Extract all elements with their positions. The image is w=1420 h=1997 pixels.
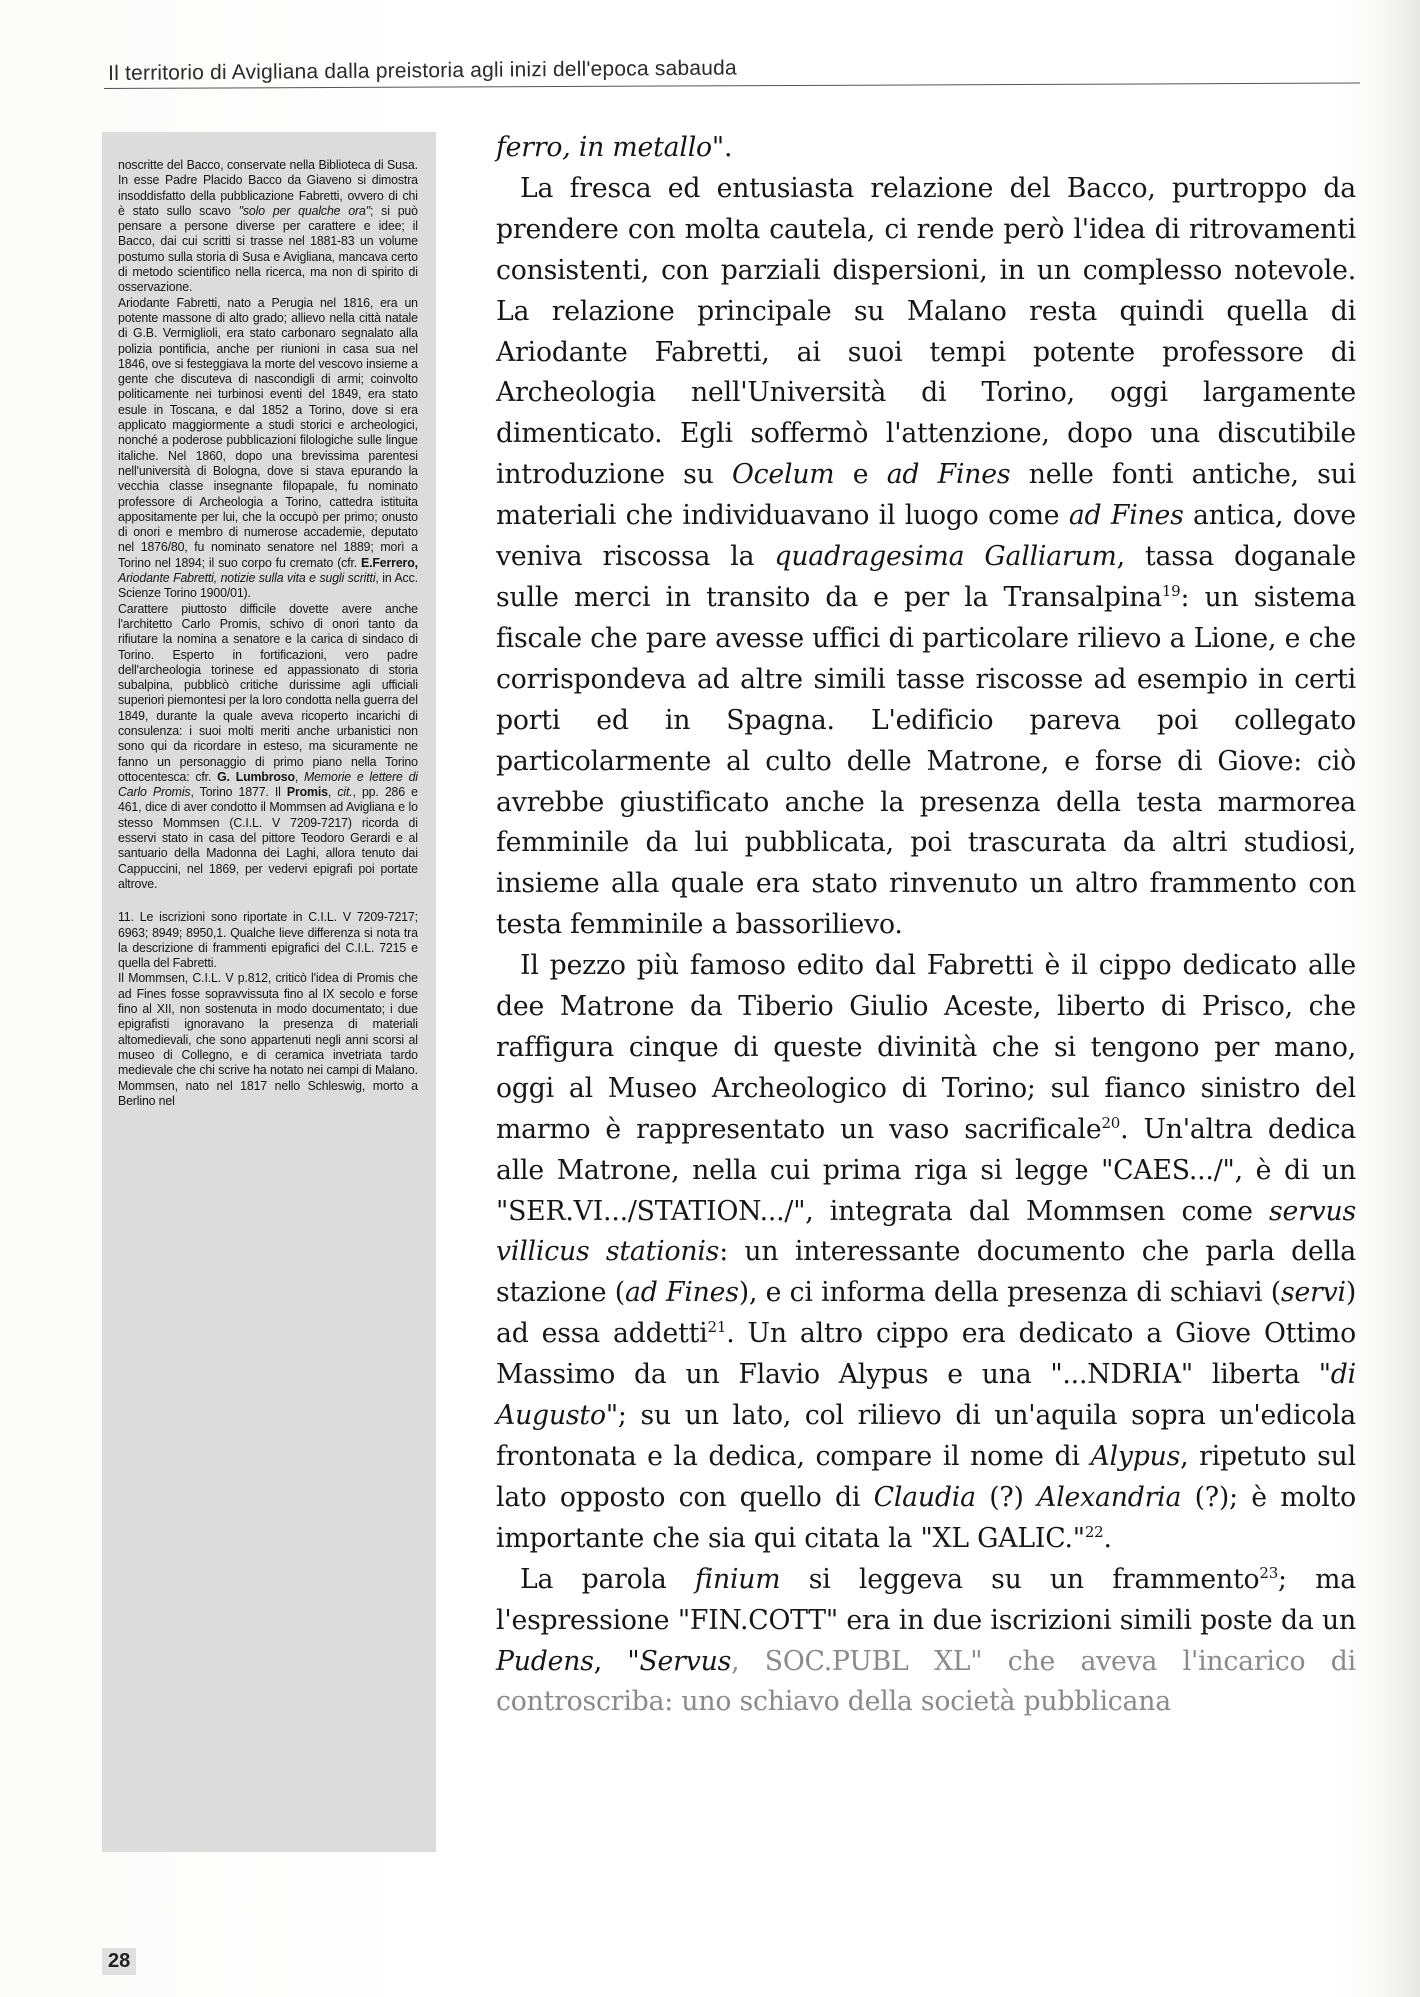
footnote-ref-22: 22	[1084, 1522, 1104, 1541]
body-text: antica, dove veniva riscossa la	[496, 500, 1356, 573]
body-text: , "	[593, 1645, 640, 1677]
body-text: (?)	[975, 1481, 1038, 1513]
body-italic: ad Fines	[886, 459, 1011, 491]
body-text: Il pezzo più famoso edito dal Fabretti è il cippo dedicato alle dee Matrone da Tiberio Giulio Aceste, liberto di Prisco, che raffigura cinque di queste divinità che si tengono per mano, oggi al Museo Archeologico di Torino; sul fianco sinistro del marmo è rappresentato un vaso sacrificale	[496, 950, 1356, 1145]
sidebar-text: , Torino 1877. Il	[190, 785, 287, 800]
body-italic: ad Fines	[625, 1277, 739, 1309]
footnote-ref-20: 20	[1101, 1113, 1121, 1132]
sidebar-bold: Promis	[286, 785, 328, 800]
body-italic: quadragesima Galliarum	[774, 541, 1117, 573]
footnote-11: 11. Le iscrizioni sono riportate in C.I.L. V 7209-7217; 6963; 8949; 8950,1. Qualche lieve differenza si nota tra la descrizione di frammenti epigrafici del C.I.L. 7215 e quella del Fabretti.	[118, 910, 418, 971]
body-italic: Alexandria	[1037, 1481, 1182, 1513]
body-italic: Servus	[639, 1645, 732, 1677]
sidebar-text: Ariodante Fabretti, nato a Perugia nel 1816, era un potente massone di alto grado; allievo nella città natale di G.B. Vermiglioli, era stato carbonaro segnalato alla polizia pontificia, anche per riunioni in casa sua nel 1846, ove si festeggiava la morte del vescovo insieme a gente che discuteva di nascondigli di armi; coinvolto politicamente nei turbinosi eventi del 1849, era stato esule in Toscana, e dal 1852 a Torino, dove si era applicato maggiormente a studi storici e archeologici, nonché a poderose pubblicazioni filologiche sulle lingue italiche. Nel 1860, dopo una brevissima parentesi nell'università di Bologna, dove si stava epurando la vecchia classe insegnante filopapale, fu nominato professore di Archeologia a Torino, cattedra istituita appositamente per lui, che la occupò per primo; onusto di onori e membro di numerose accademie, deputato nel 1876/80, fu nominato senatore nel 1889; morì a Torino nel 1894; il suo corpo fu cremato (cfr.	[118, 295, 418, 570]
sidebar-paragraph	[118, 296, 418, 602]
sidebar-text: noscritte del Bacco, conservate nella Biblioteca di Susa. In esse Padre Placido Bacco da Giaveno si dimostra insoddisfatto della pubblicazione Fabretti, ovvero di chi è stato sullo scavo	[118, 158, 418, 218]
body-text: (?); è molto importante che sia qui citata la "XL GALIC."	[496, 1481, 1356, 1554]
body-text: ), e ci informa della presenza di schiavi (	[738, 1277, 1281, 1309]
body-text: : un sistema fiscale che pare avesse uffici di particolare rilievo a Lione, e che corrispondeva ad altre simili tasse riscosse ad esempio in certi porti ed in Spagna. L'edificio pareva poi collegato particolarmente al culto delle Matrone, e forse di Giove: ciò avrebbe giustificato anche la presenza della testa marmorea femminile da lui pubblicata, poi trascurata da altri studiosi, insieme alla quale era stato rinvenuto un altro frammento con testa femminile a bassorilievo.	[496, 581, 1356, 941]
sidebar-italic: cit.	[337, 785, 353, 800]
body-paragraph	[496, 946, 1356, 1560]
sidebar-paragraph	[118, 158, 418, 296]
body-text: La fresca ed entusiasta relazione del Bacco, purtroppo da prendere con molta cautela, ci rende però l'idea di ritrovamenti consistenti, con parziali dispersioni, in un complesso notevole. La relazione principale su Malano resta quindi quella di Ariodante Fabretti, ai suoi tempi potente professore di Archeologia nell'Università di Torino, oggi largamente dimenticato. Egli soffermò l'attenzione, dopo una discutibile introduzione su	[496, 172, 1356, 491]
sidebar-italic: Ariodante Fabretti, notizie sulla vita e sugli scritti	[118, 571, 376, 586]
body-paragraph	[496, 128, 1356, 169]
main-text-column	[496, 128, 1356, 1868]
body-paragraph	[496, 1560, 1356, 1724]
body-italic: servus villicus stationis	[496, 1195, 1356, 1268]
footnote-ref-19: 19	[1161, 582, 1181, 601]
body-italic: Alypus	[1090, 1441, 1181, 1472]
footnote-ref-21: 21	[707, 1318, 727, 1337]
body-text: .	[1103, 1522, 1112, 1554]
footnote-11-continued: Il Mommsen, C.I.L. V p.812, criticò l'idea di Promis che ad Fines fosse sopravvissuta fino al IX secolo e forse fino al XII, non sostenuta in modo documentato; i due epigrafisti ignoravano la presenza di materiali altomedievali, che sono appartenuti negli anni scorsi al museo di Collegno, e di ceramica invetriata tardo medievale che chi scrive ha notato nei campi di Malano. Mommsen, nato nel 1817 nello Schleswig, morto a Berlino nel	[118, 971, 418, 1108]
sidebar-text: ,	[327, 785, 338, 800]
body-italic: Ocelum	[731, 459, 835, 491]
sidebar-text: , pp. 286 e 461, dice di aver condotto il Mommsen ad Avigliana e lo stesso Mommsen (C.I.L. V 7209-7217) ricorda di esservi stato in casa del pittore Teodoro Gerardi e al santuario della Madonna dei Laghi, allora tenuto dai Cappuccini, nel 1869, per vedervi epigrafi poi portate altrove.	[118, 785, 418, 891]
body-italic: finium	[694, 1563, 781, 1595]
body-italic: servi	[1280, 1277, 1346, 1309]
sidebar-bold: G. Lumbroso	[217, 769, 295, 784]
page-number: 28	[102, 1948, 136, 1975]
body-italic: ad Fines	[1068, 500, 1184, 532]
running-header: Il territorio di Avigliana dalla preistoria agli inizi dell'epoca sabauda	[108, 56, 737, 85]
sidebar-paragraph	[118, 602, 418, 893]
body-text: . Un'altra dedica alle Matrone, nella cui prima riga si legge "CAES.../", è di un "SER.VI.../STATION.../", integrata dal Mommsen come	[496, 1113, 1356, 1227]
body-text: La parola	[520, 1563, 695, 1595]
footnotes-sidebar	[102, 132, 436, 1852]
sidebar-text: ; si può pensare a persone diverse per carattere e idee; il Bacco, dai cui scritti si trasse nel 1881-83 un volume postumo sulla storia di Susa e Avigliana, mancava certo di metodo scientifico nella ricerca, ma non di spirito di osservazione.	[118, 203, 418, 295]
sidebar-bold: E.Ferrero,	[361, 555, 418, 570]
body-paragraph	[496, 169, 1356, 946]
sidebar-italic: "solo per qualche ora"	[238, 203, 370, 218]
body-italic: ferro, in metallo	[496, 132, 712, 163]
footnote-ref-23: 23	[1259, 1563, 1279, 1582]
body-text-faded: , SOC.PUBL XL" che aveva l'incarico di controscriba: uno schiavo della società pubblicana	[496, 1645, 1356, 1718]
body-italic: Claudia	[873, 1481, 976, 1513]
sidebar-italic: Memorie e lettere di Carlo Promis	[118, 769, 418, 800]
body-text: , ripetuto sul lato opposto con quello di	[496, 1441, 1356, 1513]
sidebar-text: ,	[294, 769, 305, 784]
sidebar-text: Carattere piuttosto difficile dovette avere anche l'architetto Carlo Promis, schivo di onori tanto da rifiutare la nomina a senatore e la carica di sindaco di Torino. Esperto in fortificazioni, vero padre dell'archeologia torinese ed appassionato di storia subalpina, pubblicò critiche durissime agli ufficiali superiori piemontesi per la loro condotta nella guerra del 1849, durante la quale aveva ricoperto incarichi di consulenza: i suoi molti meriti anche urbanistici non sono qui da ricordare in esteso, ma sicuramente ne fanno un personaggio di primo piano nella Torino ottocentesca: cfr.	[118, 601, 418, 784]
body-italic: Pudens	[496, 1645, 594, 1677]
body-text: nelle fonti antiche, sui materiali che individuavano il luogo come	[496, 459, 1356, 532]
body-text: ; su un lato, col rilievo di un'aquila sopra un'edicola frontonata e la dedica, compare il nome di	[496, 1400, 1356, 1472]
body-text: , tassa doganale sulle merci in transito da e per la Transalpina	[496, 541, 1357, 613]
body-text: ) ad essa addetti	[496, 1277, 1357, 1350]
sidebar-text: , in Acc. Scienze Torino 1900/01).	[118, 571, 418, 601]
body-text: e	[834, 459, 887, 491]
page-edge-shadow	[1380, 0, 1420, 1997]
body-text: : un interessante documento che parla della stazione (	[496, 1236, 1356, 1309]
body-text: si leggeva su un frammento	[780, 1563, 1260, 1595]
body-italic: "di Augusto"	[496, 1359, 1356, 1432]
body-text: . Un altro cippo era dedicato a Giove Ottimo Massimo da un Flavio Alypus e una "...NDRIA" liberta	[496, 1318, 1356, 1391]
body-text: ; ma l'espressione "FIN.COTT" era in due iscrizioni simili poste da un	[496, 1563, 1356, 1636]
body-text: ".	[711, 132, 733, 163]
